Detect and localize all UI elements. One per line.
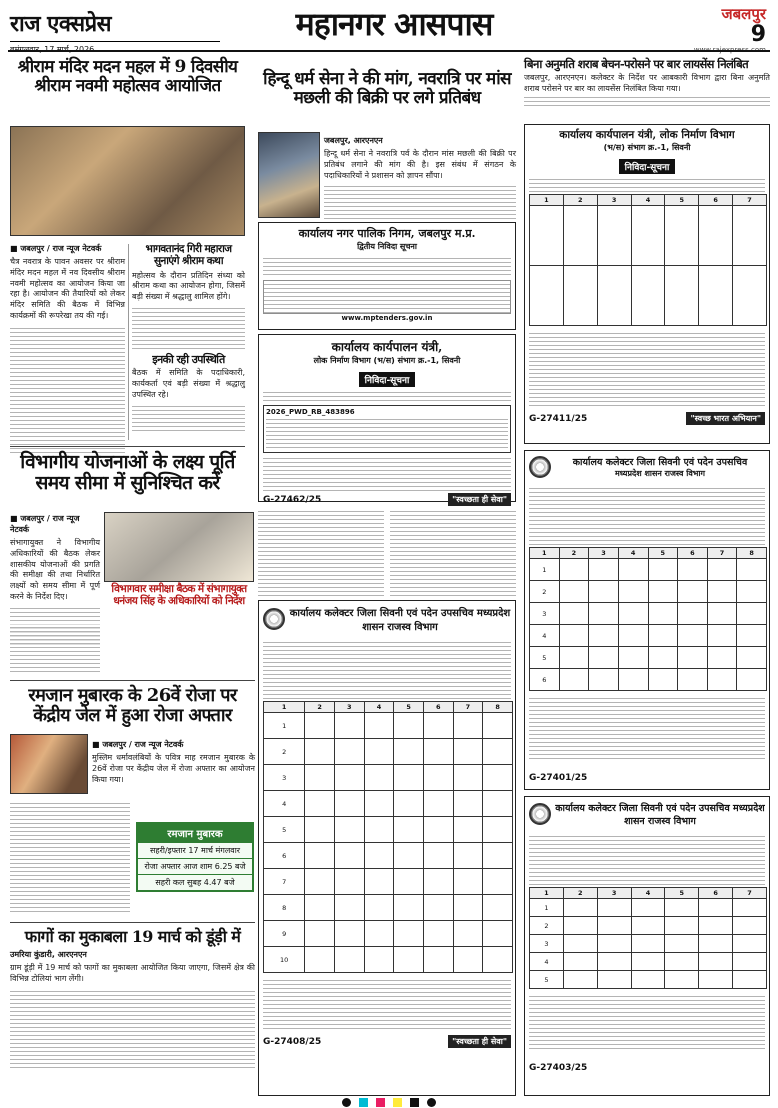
body-ramzan: मुस्लिम धर्मावलंबियों के पवित्र माह रमजान मुबारक के 26वें रोजा पर केंद्रीय जेल में रोजा अफ्तार का आयोजन किया गया। <box>92 753 255 784</box>
tender-collector1-table: 1 2 3 4 5 6 7 8 1 2 3 4 5 6 7 8 9 10 <box>263 701 513 973</box>
photo-hindu-dharma <box>258 132 320 218</box>
text-lines <box>529 485 765 545</box>
tender-collector1-code: G-27408/25 <box>263 1036 322 1047</box>
print-registration-strip <box>0 1096 778 1108</box>
article-shriram <box>10 58 245 96</box>
text-lines <box>324 183 516 223</box>
tender-pwd-code: G-27462/25 <box>263 494 322 505</box>
body-phagun: ग्राम डूंड़ी में 19 मार्च को फागों का मुकाबला आयोजित किया जाएगा, जिसमें क्षेत्र की विभिन्न टोलियां भाग लेंगी। <box>10 962 255 983</box>
tender-collector2-title: कार्यालय कलेक्टर जिला सिवनी एवं पदेन उपसचिव मध्यप्रदेश शासन राजस्व विभाग <box>555 803 765 827</box>
article-ramzan <box>10 686 255 726</box>
text-lines <box>132 403 245 433</box>
tender-pwd-title: कार्यालय कार्यपालन यंत्री, <box>331 340 443 354</box>
ramzan-box-line3: सहरी कल सुबह 4.47 बजे <box>138 874 252 890</box>
paper-name: राज एक्सप्रेस <box>10 11 111 37</box>
ramzan-box-title: रमजान मुबारक <box>138 824 252 842</box>
tender-collector1-title: कार्यालय कलेक्टर जिला सिवनी एवं पदेन उपसचिव मध्यप्रदेश शासन राजस्व विभाग <box>289 608 511 633</box>
shriram-body-col <box>10 240 125 453</box>
photo-ramzan <box>10 734 88 794</box>
vibhagiya-caption-col <box>104 584 254 608</box>
text-lines <box>529 993 765 1051</box>
body-present: बैठक में समिति के पदाधिकारी, कार्यकर्ता एवं बड़ी संख्या में श्रद्धालु उपस्थित रहे। <box>132 368 245 399</box>
ramzan-body-col <box>92 736 255 785</box>
photo-shriram <box>10 126 245 236</box>
text-lines <box>10 988 255 1070</box>
article-bhagwatanand <box>132 244 245 433</box>
tender-pwd-seoni <box>258 334 516 505</box>
headline-phagun: फागों का मुकाबला 19 मार्च को डूंड़ी में <box>24 927 241 946</box>
byline-shriram: ■ जबलपुर / राज न्यूज नेटवर्क <box>10 244 102 253</box>
text-lines <box>529 176 765 192</box>
tender-pwd-right-slogan: "स्वच्छ भारत अभियान" <box>686 412 765 425</box>
text-lines <box>524 94 770 108</box>
photo-vibhagiya <box>104 512 254 582</box>
tender-collector2-code: G-27403/25 <box>529 1063 588 1073</box>
text-lines <box>263 455 511 491</box>
text-lines <box>263 639 511 699</box>
tender-pwd-row1: 2026_PWD_RB_483896 <box>266 408 355 416</box>
headline-vibhagiya: विभागीय योजनाओं के लक्ष्य पूर्ति समय सीमा में सुनिश्चित करें <box>20 451 235 495</box>
text-lines <box>263 255 511 277</box>
registration-dot <box>427 1098 436 1107</box>
text-lines <box>10 800 130 912</box>
registration-dot <box>342 1098 351 1107</box>
tender-collector-seoni-1 <box>258 600 516 1096</box>
tender-collector-nagar-code: G-27401/25 <box>529 773 588 783</box>
text-lines <box>266 416 508 450</box>
text-lines <box>529 695 765 761</box>
text-lines <box>132 305 245 351</box>
govt-emblem-icon <box>529 456 551 478</box>
city-label: जबलपुर <box>721 5 766 23</box>
column-rule <box>128 244 129 440</box>
headline-sharab: बिना अनुमति शराब बेचन-परोसने पर बार लायसेंस निलंबित <box>524 57 749 71</box>
tender-collector-nagar-title: कार्यालय कलेक्टर जिला सिवनी एवं पदेन उपसचिव <box>572 457 748 468</box>
tender-nagar-palik-footer[interactable]: www.mptenders.gov.in <box>341 314 433 322</box>
tender-pwd-subtitle: लोक निर्माण विभाग (भ/स) संभाग क्र.-1, सिवनी <box>313 356 461 365</box>
article-hindu-dharma <box>258 70 516 108</box>
tender-collector-seoni-2 <box>524 796 770 1096</box>
section-title: महानगर आसपास <box>295 5 493 43</box>
text-lines <box>263 977 511 1031</box>
byline-vibhagiya: ■ जबलपुर / राज न्यूज नेटवर्क <box>10 514 80 534</box>
registration-magenta <box>376 1098 385 1107</box>
byline-hindu-dharma: जबलपुर, आरएनएन <box>324 136 383 145</box>
caption-vibhagiya: विभागवार समीक्षा बैठक में संभागायुक्त धनंजय सिंह के अधिकारियों को निर्देश <box>111 583 247 607</box>
body-bhagwatanand: महोत्सव के दौरान प्रतिदिन संध्या को श्रीराम कथा का आयोजन होगा, जिसमें बड़ी संख्या में श्रद्धालु शामिल होंगे। <box>132 270 245 302</box>
masthead-rule <box>8 50 770 52</box>
hindu-dharma-body-col <box>324 132 516 223</box>
tender-pwd-right-subtitle: (भ/स) संभाग क्र.-1, सिवनी <box>603 143 691 152</box>
headline-bhagwatanand: भागवतानंद गिरी महाराज सुनाएंगे श्रीराम कथा <box>145 243 232 267</box>
tender-pwd-right-table: 1 2 3 4 5 6 7 <box>529 194 767 326</box>
tender-pwd-table <box>263 405 511 453</box>
divider <box>10 680 255 681</box>
ramzan-box-line2: रोजा अफ्तार आज शाम 6.25 बजे <box>138 858 252 874</box>
divider <box>10 446 245 447</box>
divider <box>10 922 255 923</box>
text-lines <box>258 508 384 596</box>
page-number: 9 <box>750 22 766 47</box>
registration-yellow <box>393 1098 402 1107</box>
paper-date <box>10 41 220 55</box>
govt-emblem-icon <box>529 803 551 825</box>
tender-nagar-palik <box>258 222 516 330</box>
registration-black <box>410 1098 419 1107</box>
tender-pwd-slogan: "स्वच्छता ही सेवा" <box>448 493 511 506</box>
article-phagun <box>10 928 255 1070</box>
text-lines <box>529 330 765 408</box>
tender-collector-nagar-table: 1 2 3 4 5 6 7 8 1 2 3 4 5 6 <box>529 547 767 691</box>
subhead-present: इनकी रही उपस्थिति <box>152 352 225 366</box>
tender-collector2-table: 1 2 3 4 5 6 7 1 2 3 4 5 <box>529 887 767 989</box>
article-sharab <box>524 58 770 108</box>
article-vibhagiya <box>10 452 245 495</box>
tender-collector-nagar <box>524 450 770 790</box>
body-sharab: जबलपुर, आरएनएन। कलेक्टर के निर्देश पर आबकारी विभाग द्वारा बिना अनुमति शराब परोसने पर बार का लायसेंस निलंबित किया गया। <box>524 72 770 93</box>
masthead-left <box>10 8 220 55</box>
headline-shriram: श्रीराम मंदिर मदन महल में 9 दिवसीय श्रीराम नवमी महोत्सव आयोजित <box>17 57 238 97</box>
text-lines <box>10 624 100 672</box>
tender-collector1-slogan: "स्वच्छता ही सेवा" <box>448 1035 511 1048</box>
body-shriram: चैत्र नवरात्र के पावन अवसर पर श्रीराम मंदिर मदन महल में नव दिवसीय श्रीराम नवमी महोत्सव का आयोजन किया जा रहा है। आयोजन की तैयारियों को लेकर मंदिर समिति की बैठक में विभिन्न कार्यक्रमों की रूपरेखा तय की गई। <box>10 257 125 320</box>
text-lines <box>263 389 511 403</box>
tender-pwd-right-code: G-27411/25 <box>529 413 588 424</box>
tender-pwd-right-notice: निविदा-सूचना <box>619 159 676 174</box>
ramzan-timing-box <box>136 822 254 892</box>
tender-nagar-palik-subtitle: द्वितीय निविदा सूचना <box>357 242 417 251</box>
tender-pwd-right <box>524 124 770 444</box>
byline-phagun: उमरिया कुंडारी, आरएनएन <box>10 949 87 959</box>
headline-hindu-dharma: हिन्दू धर्म सेना ने की मांग, नवरात्रि पर मांस मछली की बिक्री पर लगे प्रतिबंध <box>263 69 511 109</box>
tender-pwd-right-title: कार्यालय कार्यपालन यंत्री, लोक निर्माण विभाग <box>559 129 735 141</box>
byline-ramzan: ■ जबलपुर / राज न्यूज नेटवर्क <box>92 740 184 749</box>
headline-ramzan: रमजान मुबारक के 26वें रोजा पर केंद्रीय जेल में हुआ रोजा अफ्तार <box>28 685 237 727</box>
tender-pwd-notice: निविदा-सूचना <box>359 372 416 387</box>
body-hindu-dharma: हिन्दू धर्म सेना ने नवरात्रि पर्व के दौरान मांस मछली की बिक्री पर प्रतिबंध लगाने की मांग की है। इस संबंध में संगठन के पदाधिकारियों ने प्रशासन को ज्ञापन सौंपा। <box>324 149 516 180</box>
tender-table <box>263 280 511 314</box>
ramzan-box-line1: सहरी/इफ्तार 17 मार्च मंगलवार <box>138 842 252 858</box>
text-lines <box>529 833 765 885</box>
body-vibhagiya: संभागायुक्त ने विभागीय अधिकारियों की बैठक लेकर शासकीय योजनाओं की प्रगति की समीक्षा की तथा निर्धारित लक्ष्यों को समय सीमा में पूर्ण करने के निर्देश दिए। <box>10 538 100 601</box>
govt-emblem-icon <box>263 608 285 630</box>
tender-collector-nagar-subtitle: मध्यप्रदेश शासन राजस्व विभाग <box>615 469 705 478</box>
masthead-right <box>646 4 766 54</box>
text-lines <box>10 325 125 453</box>
tender-nagar-palik-title: कार्यालय नगर पालिक निगम, जबलपुर म.प्र. <box>298 227 476 240</box>
registration-cyan <box>359 1098 368 1107</box>
text-lines <box>390 508 516 596</box>
